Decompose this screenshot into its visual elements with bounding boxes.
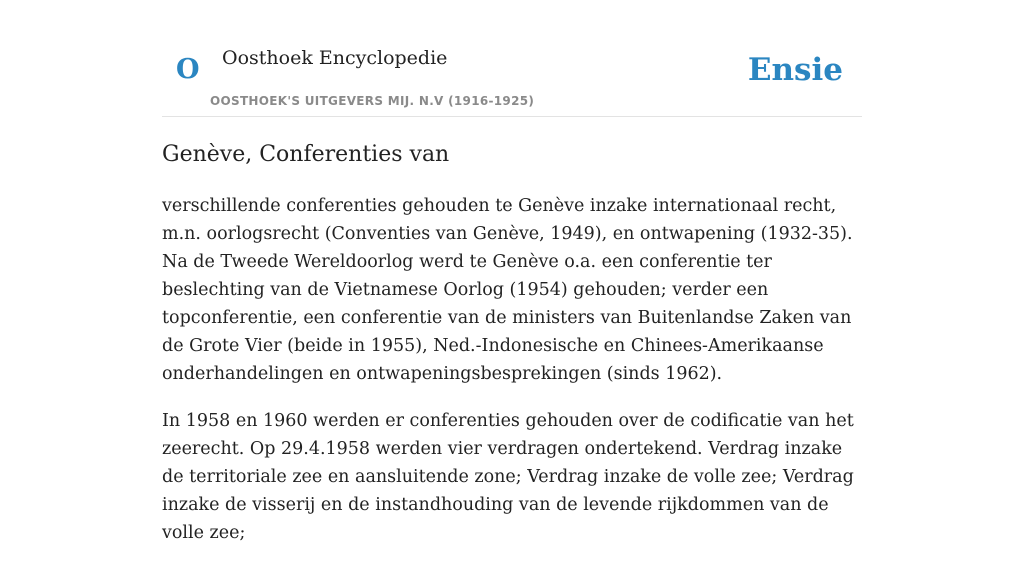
publisher-subtitle: OOSTHOEK'S UITGEVERS MIJ. N.V (1916-1925) bbox=[210, 94, 535, 108]
ensie-logo[interactable]: Ensie bbox=[747, 52, 843, 88]
site-title[interactable]: Oosthoek Encyclopedie bbox=[222, 47, 448, 69]
logo-letter[interactable]: O bbox=[176, 54, 200, 85]
article-paragraph-2: In 1958 en 1960 werden er conferenties gehouden over de codificatie van het zeerecht. Op 29.4.1958 werden vier verdragen ondertekend. Verdrag inzake de territoriale zee en aansluitende zone; Verdrag inzake de volle zee; Verdrag inzake de visserij en de instandhouding van de levende rijkdommen van de volle zee; bbox=[162, 411, 854, 543]
site-header bbox=[162, 0, 862, 117]
article-body bbox=[162, 192, 862, 566]
article-title: Genève, Conferenties van bbox=[162, 142, 450, 167]
article-paragraph-1: verschillende conferenties gehouden te Genève inzake internationaal recht, m.n. oorlogsrecht (Conventies van Genève, 1949), en ontwapening (1932-35). Na de Tweede Wereldoorlog werd te Genève o.a. een conferentie ter beslechting van de Vietnamese Oorlog (1954) gehouden; verder een topconferentie, een conferentie van de ministers van Buitenlandse Zaken van de Grote Vier (beide in 1955), Ned.-Indonesische en Chinees-Amerikaanse onderhandelingen en ontwapeningsbesprekingen (sinds 1962). bbox=[162, 196, 853, 384]
